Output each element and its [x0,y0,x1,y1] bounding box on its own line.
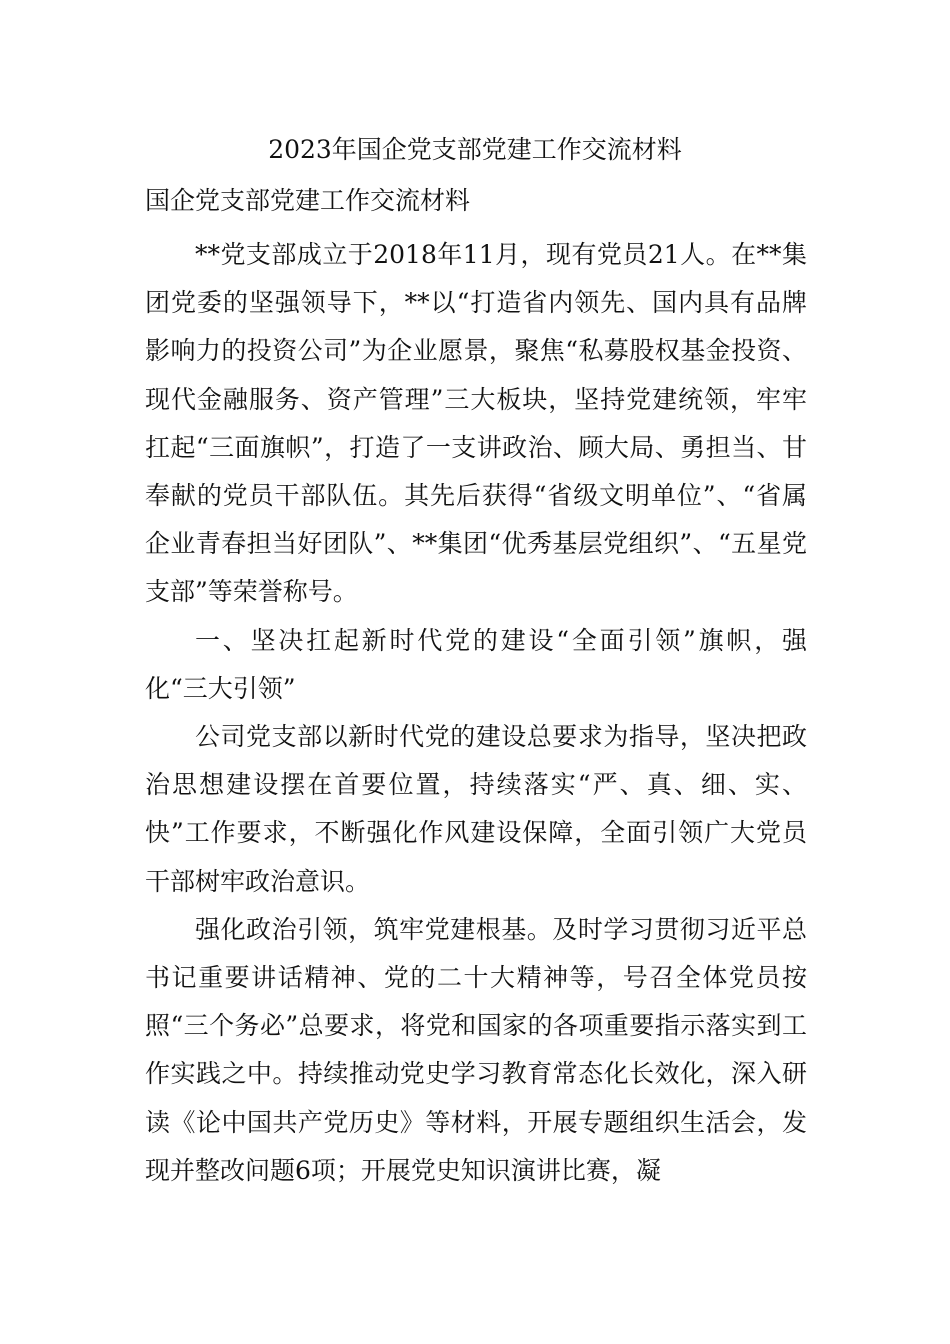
paragraph-political-guidance: 强化政治引领，筑牢党建根基。及时学习贯彻习近平总书记重要讲话精神、党的二十大精神等，号召全体党员按照“三个务必”总要求，将党和国家的各项重要指示落实到工作实践之中。持续推动党史学习教育常态化长效化，深入研读《论中国共产党历史》等材料，开展专题组织生活会，发现并整改问题6项；开展党史知识演讲比赛，凝 [145,914,807,1185]
document-body [145,231,807,1195]
section-heading-1: 一、坚决扛起新时代党的建设“全面引领”旗帜，强化“三大引领” [145,625,807,703]
paragraph-section-1-intro: 公司党支部以新时代党的建设总要求为指导，坚决把政治思想建设摆在首要位置，持续落实“严、真、细、实、快”工作要求，不断强化作风建设保障，全面引领广大党员干部树牢政治意识。 [145,722,807,896]
document-title: 2023年国企党支部党建工作交流材料 [268,135,682,164]
document-subtitle: 国企党支部党建工作交流材料 [145,186,471,215]
paragraph-intro: **党支部成立于2018年11月，现有党员21人。在**集团党委的坚强领导下，**以“打造省内领先、国内具有品牌影响力的投资公司”为企业愿景，聚焦“私募股权基金投资、现代金融服务、资产管理”三大板块，坚持党建统领，牢牢扛起“三面旗帜”，打造了一支讲政治、顾大局、勇担当、甘奉献的党员干部队伍。其先后获得“省级文明单位”、“省属企业青春担当好团队”、**集团“优秀基层党组织”、“五星党支部”等荣誉称号。 [145,240,807,607]
